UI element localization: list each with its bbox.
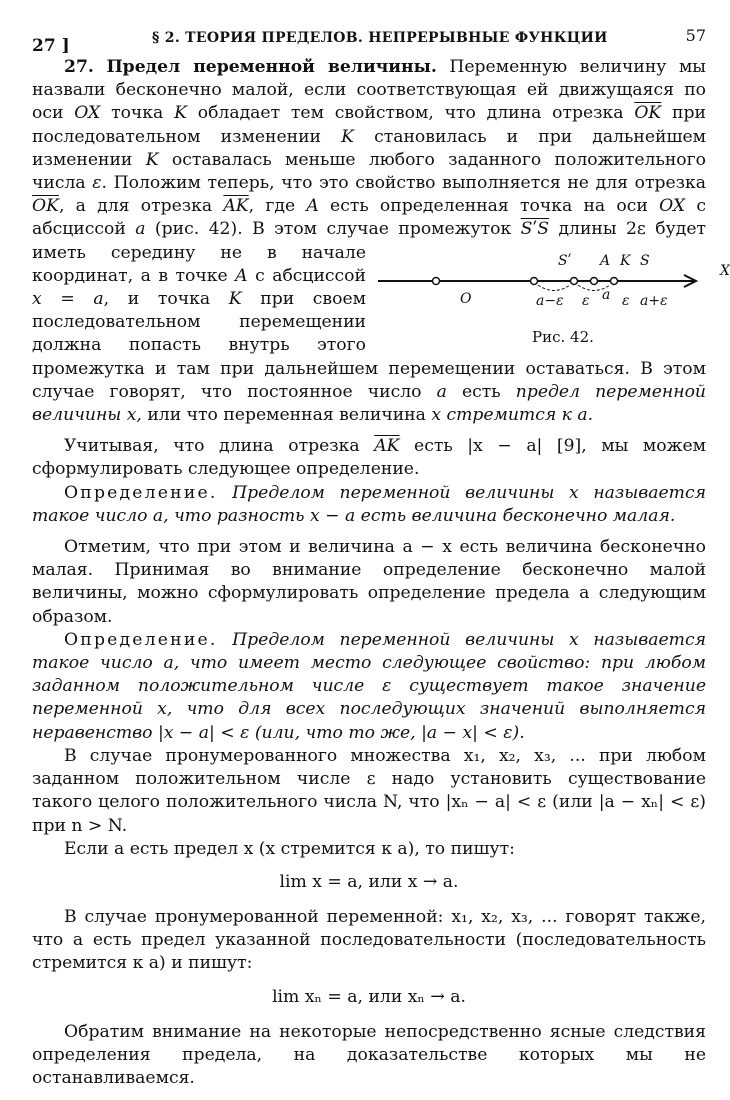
intro-block xyxy=(32,56,730,427)
paragraph-3: Отметим, что при этом и величина a − x есть величина бесконечно малая. Принимая во внимание определение бесконечно малой величины, можно сформулировать определение предела a следующим образом. xyxy=(32,537,706,627)
paragraph-4: В случае пронумерованного множества x₁, x₂, x₃, ... при любом заданном положительном числе ε надо установить существование такого целого положительного числа N, что |xₙ − a| < ε (или |a − xₙ| < ε) при n > N. xyxy=(32,745,706,836)
definition-text: Пределом переменной величины x называется такое число a, что разность x − a есть величина бесконечно малая. xyxy=(32,482,706,526)
running-head xyxy=(32,22,706,56)
formula-limit: lim x = a, или x → a. xyxy=(279,871,459,892)
point-O xyxy=(433,277,440,284)
paragraph-6: В случае пронумерованной переменной: x₁, x₂, x₃, ... говорят также, что a есть предел указанной последовательности (последовательность стремится к a) и пишут: xyxy=(32,906,706,974)
point-S1 xyxy=(531,277,538,284)
label-eps-left: ε xyxy=(582,292,590,309)
label-a-plus-eps: a+ε xyxy=(640,292,668,309)
page-number: 57 xyxy=(685,26,706,45)
label-S: S xyxy=(640,252,650,269)
point-S xyxy=(611,277,618,284)
definition-1 xyxy=(32,482,706,528)
definition-2 xyxy=(32,629,706,745)
definition-text: Пределом переменной величины x называется такое число a, что имеет место следующее свойство: при любом заданном положительном числе ε существует такое значение переменной x, что для всех последующих значений выполняется неравенство |x − a| < ε (или, что то же, |a − x| < ε). xyxy=(32,629,706,743)
figure-caption: Рис. 42. xyxy=(532,327,594,346)
figure-42 xyxy=(376,244,730,354)
section-number: 27. xyxy=(64,57,94,77)
paragraph-5: Если a есть предел x (x стремится к a), то пишут: xyxy=(64,838,515,859)
label-eps-right: ε xyxy=(622,292,630,309)
formula-sequence-limit: lim xₙ = a, или xₙ → a. xyxy=(272,986,466,1007)
label-O: O xyxy=(460,290,472,307)
label-a: a xyxy=(602,286,611,303)
section-title: Предел переменной величины. xyxy=(106,57,437,77)
intro-paragraph: 27. Предел переменной величины. Переменную величину мы назвали бесконечно малой, если соответствующая ей движущаяся по оси OX точка K обладает тем свойством, что длина отрезка $\overline{OK}$ при последовательном изменении K становилась и при дальнейшем изменении K оставалась меньше любого заданного положительного числа ε. Положим теперь, что это свойство выполняется не для отрезка $\overline{OK}$, а для отрезка $\overline{AK}$, где A есть определенная точка на оси OX с абсциссой a (рис. 42). В этом случае промежуток SʹS O Sʹ A K S X a−ε ε a ε a+ε Рис. 42. длины 2ε будет иметь середину не в начале координат, а в точке A с абсциссой x = a, и точка K при своем последовательном перемещении должна попасть внутрь этого промежутка и там при дальнейшем перемещении оставаться. В этом случае говорят, что постоянное число a есть предел переменной величины x, или что переменная величина x стремится к a. xyxy=(32,57,730,426)
definition-label: Определение. xyxy=(64,629,218,650)
paragraph-7: Обратим внимание на некоторые непосредственно ясные следствия определения предела, на доказательстве которых мы не останавливаемся. xyxy=(32,1021,706,1088)
label-S1: Sʹ xyxy=(558,252,572,269)
paragraph-2: Учитывая, что длина отрезка $\overline{AK}$ есть |x − a| [9], мы можем сформулировать следующее определение. xyxy=(32,436,706,480)
label-X: X xyxy=(720,262,730,279)
section-ref: 27 ] xyxy=(32,36,70,56)
label-K: K xyxy=(620,252,631,269)
label-A: A xyxy=(600,252,611,269)
definition-label: Определение. xyxy=(64,482,218,503)
label-a-minus-eps: a−ε xyxy=(536,292,564,309)
chapter-heading: § 2. ТЕОРИЯ ПРЕДЕЛОВ. НЕПРЕРЫВНЫЕ ФУНКЦИИ xyxy=(152,30,608,46)
